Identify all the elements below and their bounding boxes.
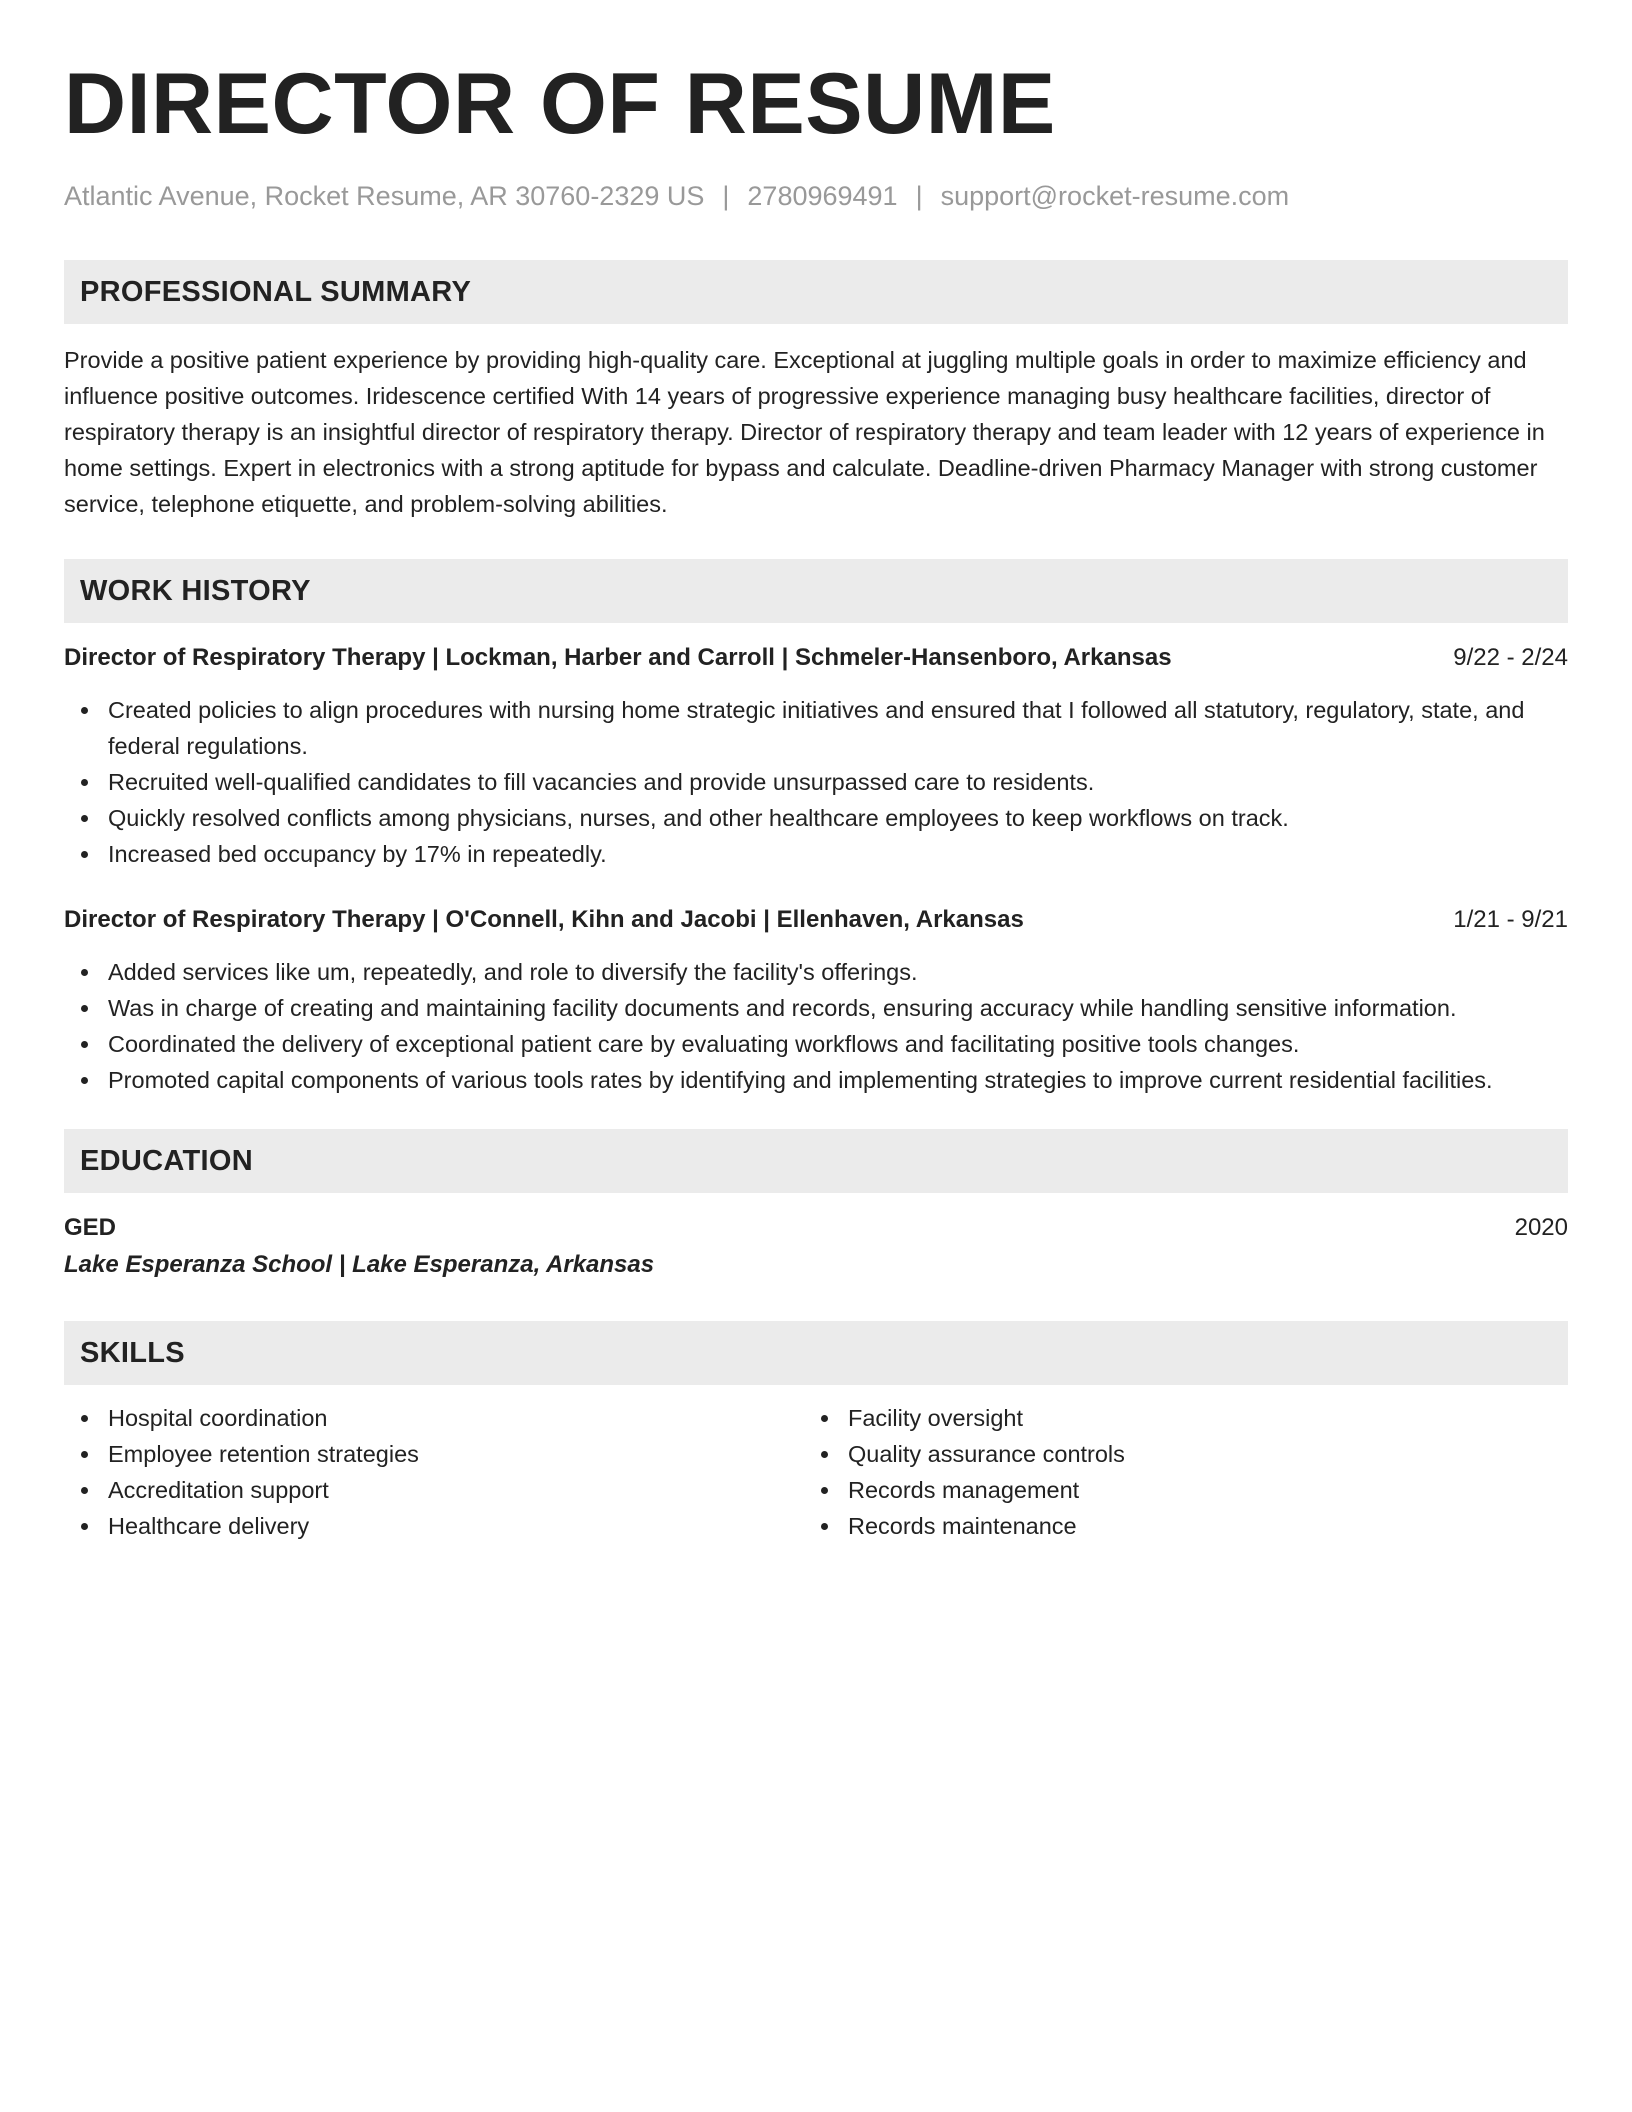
education-degree: GED <box>64 1214 117 1241</box>
summary-text: Provide a positive patient experience by providing high-quality care. Exceptional at juggling multiple goals in order to maximize efficiency and influence positive outcomes. Iridescence certified With 14 years of progressive experience managing busy healthcare facilities, director of respiratory therapy is an insightful director of respiratory therapy. Director of respiratory therapy and team leader with 12 years of experience in home settings. Expert in electronics with a strong aptitude for bypass and calculate. Deadline-driven Pharmacy Manager with strong customer service, telephone etiquette, and problem-solving abilities. <box>64 347 1545 517</box>
job-header <box>64 640 1568 676</box>
job-dates: 9/22 - 2/24 <box>1453 644 1568 671</box>
education-school: Lake Esperanza School | Lake Esperanza, Arkansas <box>64 1251 655 1278</box>
job-bullet: Quickly resolved conflicts among physicians, nurses, and other healthcare employees to keep workflows on track. <box>64 800 1568 836</box>
job-title: Director of Respiratory Therapy | Lockman, Harber and Carroll | Schmeler-Hansenboro, Arkansas <box>64 644 1172 671</box>
skills-grid <box>64 1400 1568 1544</box>
skill-item: Accreditation support <box>64 1472 804 1508</box>
job-bullet: Promoted capital components of various tools rates by identifying and implementing strategies to improve current residential facilities. <box>64 1062 1568 1098</box>
section-heading-summary: PROFESSIONAL SUMMARY <box>64 260 1568 324</box>
section-heading-work: WORK HISTORY <box>64 559 1568 623</box>
job-bullet: Recruited well-qualified candidates to fill vacancies and provide unsurpassed care to residents. <box>64 764 1568 800</box>
job-title: Director of Respiratory Therapy | O'Connell, Kihn and Jacobi | Ellenhaven, Arkansas <box>64 906 1024 933</box>
contact-phone: 2780969491 <box>747 181 898 211</box>
contact-separator: | <box>915 181 923 211</box>
education-year: 2020 <box>1514 1214 1568 1241</box>
job-bullet: Added services like um, repeatedly, and role to diversify the facility's offerings. <box>64 954 1568 990</box>
contact-line <box>64 180 1568 212</box>
job-bullets <box>64 954 1568 1098</box>
contact-email: support@rocket-resume.com <box>940 181 1290 211</box>
skill-item: Employee retention strategies <box>64 1436 804 1472</box>
section-heading-education: EDUCATION <box>64 1129 1568 1193</box>
skill-item: Records management <box>804 1472 1544 1508</box>
skill-item: Healthcare delivery <box>64 1508 804 1544</box>
contact-address: Atlantic Avenue, Rocket Resume, AR 30760-2329 US <box>64 181 705 211</box>
job-bullet: Created policies to align procedures with nursing home strategic initiatives and ensured that I followed all statutory, regulatory, state, and federal regulations. <box>64 692 1568 764</box>
skill-item: Facility oversight <box>804 1400 1544 1436</box>
job-bullet: Coordinated the delivery of exceptional patient care by evaluating workflows and facilitating positive tools changes. <box>64 1026 1568 1062</box>
education-header <box>64 1210 1568 1246</box>
skill-item: Quality assurance controls <box>804 1436 1544 1472</box>
job-header <box>64 902 1568 938</box>
section-heading-skills: SKILLS <box>64 1321 1568 1385</box>
resume-page <box>64 0 1568 1544</box>
skills-column-left <box>64 1400 804 1544</box>
job-dates: 1/21 - 9/21 <box>1453 906 1568 933</box>
skill-item: Records maintenance <box>804 1508 1544 1544</box>
job-bullet: Increased bed occupancy by 17% in repeatedly. <box>64 836 1568 872</box>
resume-name: DIRECTOR OF RESUME <box>64 56 1056 152</box>
job-bullet: Was in charge of creating and maintaining facility documents and records, ensuring accuracy while handling sensitive information. <box>64 990 1568 1026</box>
skills-column-right <box>804 1400 1544 1544</box>
contact-separator: | <box>722 181 730 211</box>
skill-item: Hospital coordination <box>64 1400 804 1436</box>
job-bullets <box>64 692 1568 872</box>
